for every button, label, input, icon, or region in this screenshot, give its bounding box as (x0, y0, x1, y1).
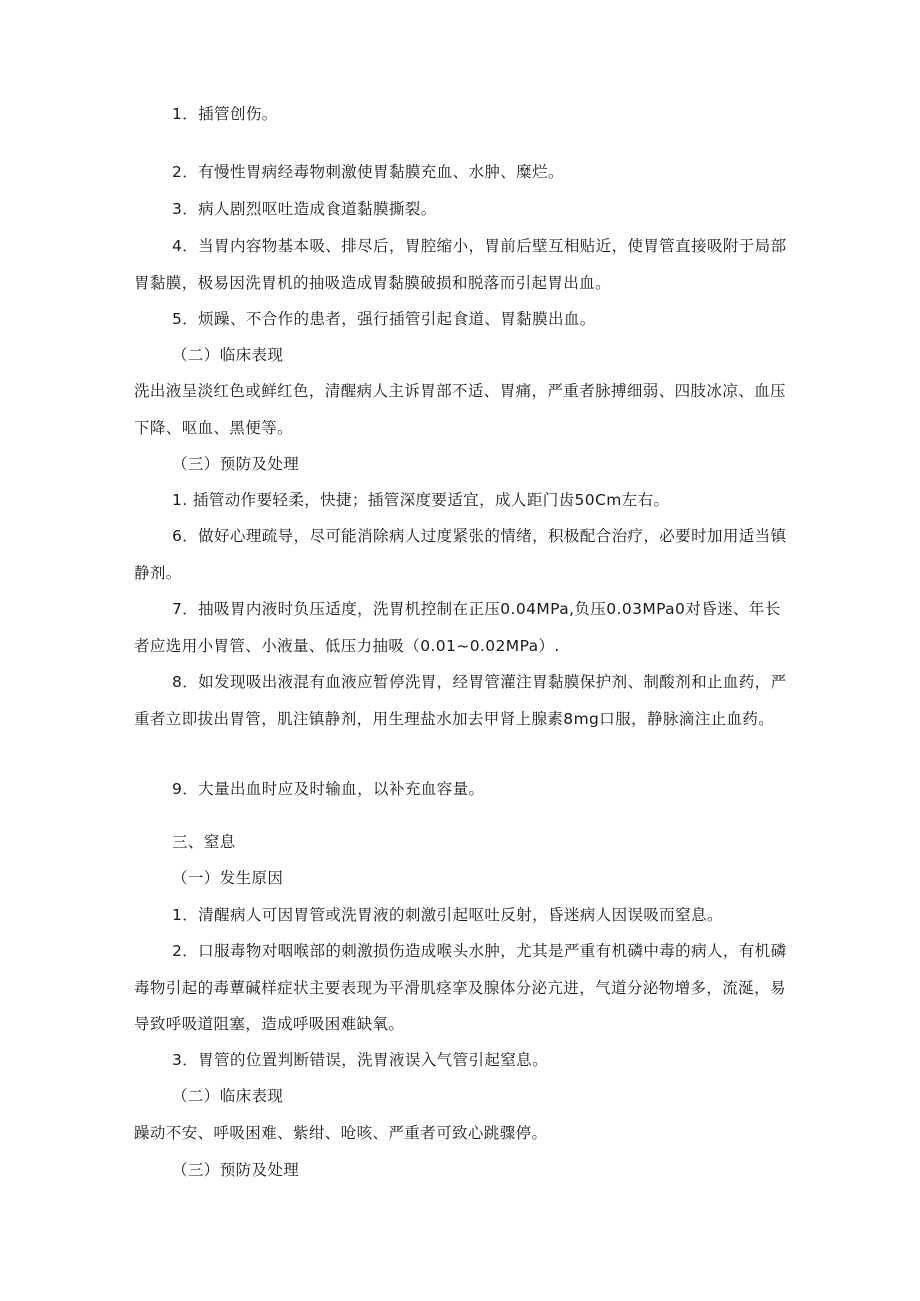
heading-prevent-a: （三）预防及处理 (172, 455, 300, 473)
heading-prevent-b: （三）预防及处理 (172, 1161, 300, 1179)
paragraph-clinical-a: 洗出液呈淡红色或鲜红色，清醒病人主诉胃部不适、胃痛，严重者脉搏细弱、四肢冰凉、血压下降、呕血、黑便等。 (134, 382, 786, 437)
paragraph-prevent-1: 1. 插管动作要轻柔，快捷；插管深度要适宜，成人距门齿50Cm左右。 (172, 491, 670, 509)
paragraph-prevent-6: 6．做好心理疏导，尽可能消除病人过度紧张的情绪，积极配合治疗，必要时加用适当镇静剂。 (134, 527, 787, 582)
paragraph-cause-1: 1．插管创伤。 (172, 105, 278, 123)
paragraph-clinical-b: 躁动不安、呼吸困难、紫绀、呛咳、严重者可致心跳骤停。 (134, 1124, 548, 1142)
paragraph-prevent-8: 8．如发现吸出液混有血液应暂停洗胃，经胃管灌注胃黏膜保护剂、制酸剂和止血药，严重者立即拔出胃管，肌注镇静剂，用生理盐水加去甲肾上腺素8mg口服，静脉滴注止血药。 (134, 673, 787, 728)
paragraph-b-cause-3: 3．胃管的位置判断错误，洗胃液误入气管引起窒息。 (172, 1051, 548, 1069)
paragraph-cause-5: 5．烦躁、不合作的患者，强行插管引起食道、胃黏膜出血。 (172, 310, 596, 328)
heading-cause-b: （一）发生原因 (172, 869, 284, 887)
paragraph-cause-4: 4．当胃内容物基本吸、排尽后，胃腔缩小，胃前后壁互相贴近，使胃管直接吸附于局部胃黏膜，极易因洗胃机的抽吸造成胃黏膜破损和脱落而引起胃出血。 (134, 237, 787, 292)
section-title-asphyxia: 三、窒息 (172, 833, 236, 851)
heading-clinical-a: （二）临床表现 (172, 346, 284, 364)
paragraph-cause-2: 2．有慢性胃病经毒物刺激使胃黏膜充血、水肿、糜烂。 (172, 163, 564, 181)
paragraph-prevent-7: 7．抽吸胃内液时负压适度，洗胃机控制在正压0.04MPa,负压0.03MPa0对昏迷、年长者应选用小胃管、小液量、低压力抽吸（0.01~0.02MPa）. (134, 600, 781, 655)
paragraph-prevent-9: 9．大量出血时应及时输血，以补充血容量。 (172, 780, 485, 798)
paragraph-cause-3: 3．病人剧烈呕吐造成食道黏膜撕裂。 (172, 200, 437, 218)
paragraph-b-cause-2: 2．口服毒物对咽喉部的刺激损伤造成喉头水肿，尤其是严重有机磷中毒的病人，有机磷毒物引起的毒蕈碱样症状主要表现为平滑肌痉挛及腺体分泌亢进，气道分泌物增多，流涎，易导致呼吸道阻塞，造成呼吸困难缺氧。 (134, 942, 787, 1033)
paragraph-b-cause-1: 1．清醒病人可因胃管或洗胃液的刺激引起呕吐反射，昏迷病人因误吸而窒息。 (172, 906, 723, 924)
heading-clinical-b: （二）临床表现 (172, 1087, 284, 1105)
